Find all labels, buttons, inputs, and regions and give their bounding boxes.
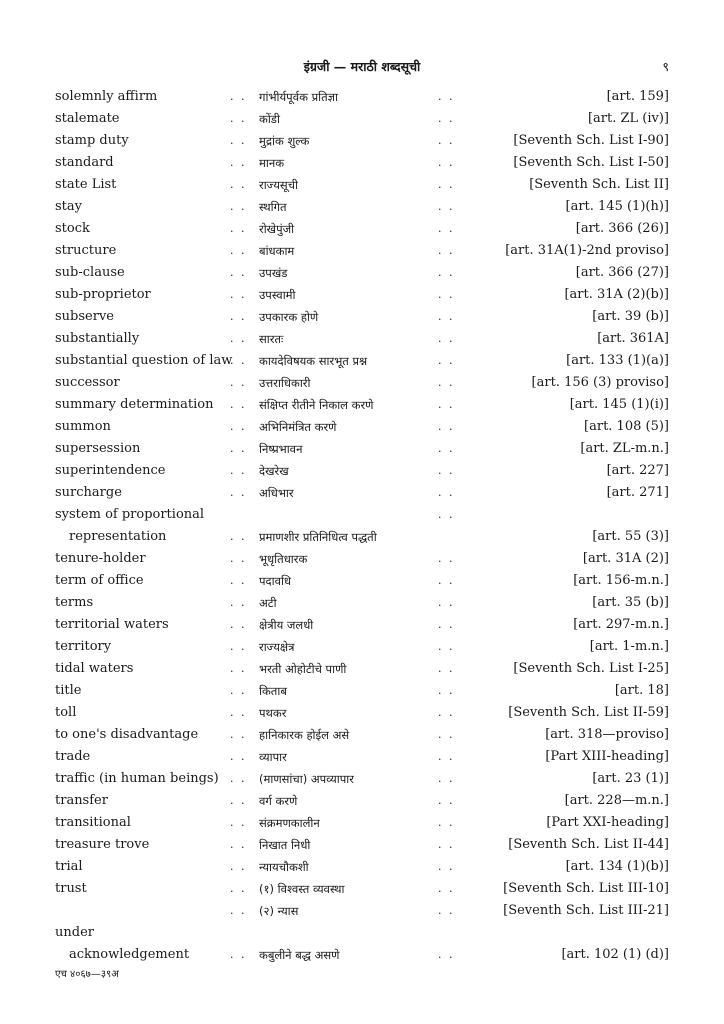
english-term: system of proportional (55, 507, 205, 522)
glossary-entry (55, 242, 669, 264)
leader-dots: . . (438, 464, 455, 477)
leader-dots: . . (438, 596, 455, 609)
leader-dots: . . (230, 684, 247, 697)
marathi-term: उपस्वामी (259, 288, 296, 302)
marathi-term: कबुलीने बद्ध असणे (259, 948, 340, 962)
article-reference: [art. 39 (b)] (592, 309, 669, 324)
glossary-entry (55, 616, 669, 638)
marathi-term: गांभीर्यपूर्वक प्रतिज्ञा (259, 90, 339, 104)
english-term: trade (55, 749, 91, 764)
glossary-entry (55, 924, 669, 946)
glossary-entry (55, 704, 669, 726)
marathi-term: भरती ओहोटीचे पाणी (259, 662, 347, 676)
marathi-term: (१) विश्वस्त व्यवस्था (259, 882, 345, 896)
glossary-list (55, 88, 669, 968)
marathi-term: संक्षिप्त रीतीने निकाल करणे (259, 398, 374, 412)
english-term: acknowledgement (69, 947, 190, 962)
page-title: इंग्रजी — मराठी शब्दसूची (303, 59, 421, 74)
leader-dots: . . (230, 596, 247, 609)
marathi-term: पदावधि (259, 574, 292, 588)
leader-dots: . . (438, 354, 455, 367)
english-term: transfer (55, 793, 108, 808)
marathi-term: अधिभार (259, 486, 294, 500)
marathi-term: कायदेविषयक सारभूत प्रश्न (259, 354, 368, 368)
article-reference: [Seventh Sch. List I-25] (513, 661, 669, 676)
leader-dots: . . (230, 816, 247, 829)
marathi-term: निष्प्रभावन (259, 442, 303, 456)
leader-dots: . . (230, 772, 247, 785)
english-term: stalemate (55, 111, 120, 126)
marathi-term: संक्रमणकालीन (259, 816, 320, 830)
glossary-entry (55, 594, 669, 616)
leader-dots: . . (230, 310, 247, 323)
leader-dots: . . (230, 112, 247, 125)
glossary-entry (55, 814, 669, 836)
leader-dots: . . (438, 266, 455, 279)
leader-dots: . . (230, 376, 247, 389)
english-term: stay (55, 199, 82, 214)
leader-dots: . . (230, 706, 247, 719)
article-reference: [art. 55 (3)] (592, 529, 669, 544)
article-reference: [Part XXI-heading] (546, 815, 669, 830)
glossary-entry (55, 660, 669, 682)
leader-dots: . . (230, 244, 247, 257)
article-reference: [Seventh Sch. List III-10] (503, 881, 669, 896)
page-footer: एच ४०६७—३९अ (55, 969, 119, 980)
leader-dots: . . (230, 618, 247, 631)
leader-dots: . . (438, 486, 455, 499)
article-reference: [art. 102 (1) (d)] (561, 947, 669, 962)
leader-dots: . . (438, 816, 455, 829)
leader-dots: . . (438, 178, 455, 191)
leader-dots: . . (438, 420, 455, 433)
leader-dots: . . (230, 354, 247, 367)
article-reference: [Part XIII-heading] (545, 749, 669, 764)
glossary-entry (55, 726, 669, 748)
marathi-term: हानिकारक होईल असे (259, 728, 350, 742)
marathi-term: (माणसांचा) अपव्यापार (259, 772, 354, 786)
leader-dots: . . (438, 508, 455, 521)
leader-dots: . . (438, 794, 455, 807)
glossary-entry (55, 154, 669, 176)
english-term: sub-proprietor (55, 287, 151, 302)
glossary-entry (55, 88, 669, 110)
leader-dots: . . (230, 904, 247, 917)
marathi-term: भूधृतिधारक (259, 552, 308, 566)
leader-dots: . . (438, 288, 455, 301)
article-reference: [art. 156 (3) proviso] (531, 375, 669, 390)
marathi-term: निखात निधी (259, 838, 311, 852)
english-term: traffic (in human beings) (55, 771, 219, 786)
marathi-term: प्रमाणशीर प्रतिनिधित्व पद्धती (259, 530, 377, 544)
page-header (55, 58, 669, 76)
english-term: substantially (55, 331, 140, 346)
leader-dots: . . (438, 442, 455, 455)
article-reference: [art. 18] (614, 683, 669, 698)
english-term: solemnly affirm (55, 89, 158, 104)
leader-dots: . . (438, 112, 455, 125)
leader-dots: . . (438, 310, 455, 323)
article-reference: [art. ZL-m.n.] (580, 441, 669, 456)
leader-dots: . . (230, 640, 247, 653)
leader-dots: . . (438, 244, 455, 257)
english-term: supersession (55, 441, 141, 456)
glossary-entry (55, 946, 669, 968)
english-term: structure (55, 243, 117, 258)
article-reference: [art. 361A] (597, 331, 669, 346)
leader-dots: . . (438, 750, 455, 763)
article-reference: [art. 366 (27)] (575, 265, 669, 280)
page-number: ९ (662, 59, 669, 74)
glossary-entry (55, 396, 669, 418)
glossary-entry (55, 572, 669, 594)
marathi-term: उत्तराधिकारी (259, 376, 311, 390)
leader-dots: . . (230, 134, 247, 147)
glossary-entry (55, 506, 669, 528)
marathi-term: क्षेत्रीय जलधी (259, 618, 314, 632)
glossary-entry (55, 550, 669, 572)
leader-dots: . . (438, 640, 455, 653)
leader-dots: . . (438, 662, 455, 675)
leader-dots: . . (230, 200, 247, 213)
english-term: term of office (55, 573, 144, 588)
article-reference: [Seventh Sch. List I-50] (513, 155, 669, 170)
glossary-entry (55, 352, 669, 374)
marathi-term: (२) न्यास (259, 904, 299, 918)
leader-dots: . . (438, 200, 455, 213)
english-term: substantial question of law (55, 353, 233, 368)
english-term: representation (69, 529, 167, 544)
glossary-entry (55, 748, 669, 770)
leader-dots: . . (230, 486, 247, 499)
marathi-term: रोखेपुंजी (259, 222, 295, 236)
glossary-entry (55, 462, 669, 484)
article-reference: [art. 318—proviso] (545, 727, 669, 742)
article-reference: [art. 134 (1)(b)] (565, 859, 669, 874)
article-reference: [art. 156-m.n.] (573, 573, 669, 588)
marathi-term: स्थगित (259, 200, 287, 214)
marathi-term: देखरेख (259, 464, 289, 478)
leader-dots: . . (438, 376, 455, 389)
english-term: surcharge (55, 485, 122, 500)
glossary-entry (55, 374, 669, 396)
english-term: standard (55, 155, 114, 170)
leader-dots: . . (230, 178, 247, 191)
article-reference: [art. 271] (606, 485, 669, 500)
article-reference: [art. 133 (1)(a)] (566, 353, 669, 368)
leader-dots: . . (438, 772, 455, 785)
glossary-entry (55, 858, 669, 880)
glossary-entry (55, 880, 669, 902)
glossary-entry (55, 836, 669, 858)
glossary-entry (55, 528, 669, 550)
leader-dots: . . (230, 662, 247, 675)
leader-dots: . . (438, 860, 455, 873)
glossary-entry (55, 440, 669, 462)
article-reference: [Seventh Sch. List II-59] (508, 705, 669, 720)
english-term: stamp duty (55, 133, 129, 148)
glossary-entry (55, 484, 669, 506)
article-reference: [art. 35 (b)] (592, 595, 669, 610)
marathi-term: व्यापार (259, 750, 287, 764)
article-reference: [art. 366 (26)] (575, 221, 669, 236)
english-term: successor (55, 375, 120, 390)
english-term: toll (55, 705, 77, 720)
article-reference: [art. 145 (1)(i)] (569, 397, 669, 412)
marathi-term: सारतः (259, 332, 284, 346)
leader-dots: . . (230, 750, 247, 763)
article-reference: [Seventh Sch. List I-90] (513, 133, 669, 148)
marathi-term: बांधकाम (259, 244, 295, 258)
leader-dots: . . (438, 552, 455, 565)
glossary-entry (55, 176, 669, 198)
english-term: territorial waters (55, 617, 169, 632)
leader-dots: . . (230, 860, 247, 873)
english-term: under (55, 925, 94, 940)
leader-dots: . . (438, 728, 455, 741)
english-term: trust (55, 881, 87, 896)
glossary-entry (55, 418, 669, 440)
leader-dots: . . (230, 794, 247, 807)
glossary-entry (55, 132, 669, 154)
english-term: subserve (55, 309, 114, 324)
leader-dots: . . (230, 442, 247, 455)
marathi-term: पथकर (259, 706, 287, 720)
glossary-entry (55, 286, 669, 308)
english-term: summary determination (55, 397, 214, 412)
leader-dots: . . (230, 90, 247, 103)
article-reference: [art. 108 (5)] (584, 419, 669, 434)
article-reference: [art. 31A (2)(b)] (564, 287, 669, 302)
english-term: terms (55, 595, 94, 610)
leader-dots: . . (230, 838, 247, 851)
english-term: state List (55, 177, 117, 192)
english-term: sub-clause (55, 265, 125, 280)
leader-dots: . . (438, 398, 455, 411)
glossary-entry (55, 110, 669, 132)
leader-dots: . . (230, 398, 247, 411)
article-reference: [art. 1-m.n.] (589, 639, 669, 654)
leader-dots: . . (230, 332, 247, 345)
leader-dots: . . (230, 574, 247, 587)
marathi-term: कोंडी (259, 112, 280, 126)
marathi-term: वर्ग करणे (259, 794, 298, 808)
article-reference: [art. 31A(1)-2nd proviso] (505, 243, 669, 258)
article-reference: [art. 228—m.n.] (564, 793, 669, 808)
english-term: tenure-holder (55, 551, 146, 566)
marathi-term: न्यायचौकशी (259, 860, 309, 874)
glossary-entry (55, 682, 669, 704)
leader-dots: . . (438, 222, 455, 235)
marathi-term: मुद्रांक शुल्क (259, 134, 310, 148)
leader-dots: . . (230, 288, 247, 301)
english-term: superintendence (55, 463, 166, 478)
article-reference: [Seventh Sch. List II] (529, 177, 669, 192)
leader-dots: . . (230, 882, 247, 895)
english-term: treasure trove (55, 837, 150, 852)
leader-dots: . . (230, 464, 247, 477)
leader-dots: . . (230, 948, 247, 961)
article-reference: [art. 31A (2)] (582, 551, 669, 566)
leader-dots: . . (438, 684, 455, 697)
article-reference: [art. 145 (1)(h)] (565, 199, 669, 214)
leader-dots: . . (438, 904, 455, 917)
marathi-term: उपखंड (259, 266, 288, 280)
glossary-entry (55, 308, 669, 330)
marathi-term: अटी (259, 596, 277, 610)
article-reference: [Seventh Sch. List III-21] (503, 903, 669, 918)
leader-dots: . . (438, 706, 455, 719)
leader-dots: . . (438, 90, 455, 103)
glossary-entry (55, 638, 669, 660)
english-term: trial (55, 859, 83, 874)
glossary-entry (55, 330, 669, 352)
leader-dots: . . (230, 728, 247, 741)
leader-dots: . . (438, 156, 455, 169)
article-reference: [Seventh Sch. List II-44] (508, 837, 669, 852)
leader-dots: . . (438, 134, 455, 147)
marathi-term: उपकारक होणे (259, 310, 319, 324)
english-term: transitional (55, 815, 131, 830)
english-term: tidal waters (55, 661, 134, 676)
article-reference: [art. ZL (iv)] (587, 111, 669, 126)
glossary-entry (55, 902, 669, 924)
leader-dots: . . (230, 420, 247, 433)
marathi-term: राज्यसूची (259, 178, 298, 192)
leader-dots: . . (438, 882, 455, 895)
glossary-entry (55, 198, 669, 220)
article-reference: [art. 23 (1)] (592, 771, 669, 786)
english-term: to one's disadvantage (55, 727, 199, 742)
glossary-entry (55, 264, 669, 286)
english-term: summon (55, 419, 111, 434)
leader-dots: . . (438, 838, 455, 851)
leader-dots: . . (438, 574, 455, 587)
marathi-term: मानक (259, 156, 285, 170)
leader-dots: . . (230, 156, 247, 169)
leader-dots: . . (438, 618, 455, 631)
marathi-term: किताब (259, 684, 287, 698)
english-term: territory (55, 639, 112, 654)
english-term: title (55, 683, 82, 698)
marathi-term: राज्यक्षेत्र (259, 640, 295, 654)
glossary-entry (55, 792, 669, 814)
leader-dots: . . (230, 266, 247, 279)
glossary-entry (55, 770, 669, 792)
leader-dots: . . (230, 222, 247, 235)
leader-dots: . . (230, 530, 247, 543)
article-reference: [art. 297-m.n.] (573, 617, 669, 632)
leader-dots: . . (438, 948, 455, 961)
english-term: stock (55, 221, 90, 236)
article-reference: [art. 159] (606, 89, 669, 104)
leader-dots: . . (230, 552, 247, 565)
article-reference: [art. 227] (606, 463, 669, 478)
glossary-entry (55, 220, 669, 242)
marathi-term: अभिनिमंत्रित करणे (259, 420, 337, 434)
leader-dots: . . (438, 332, 455, 345)
